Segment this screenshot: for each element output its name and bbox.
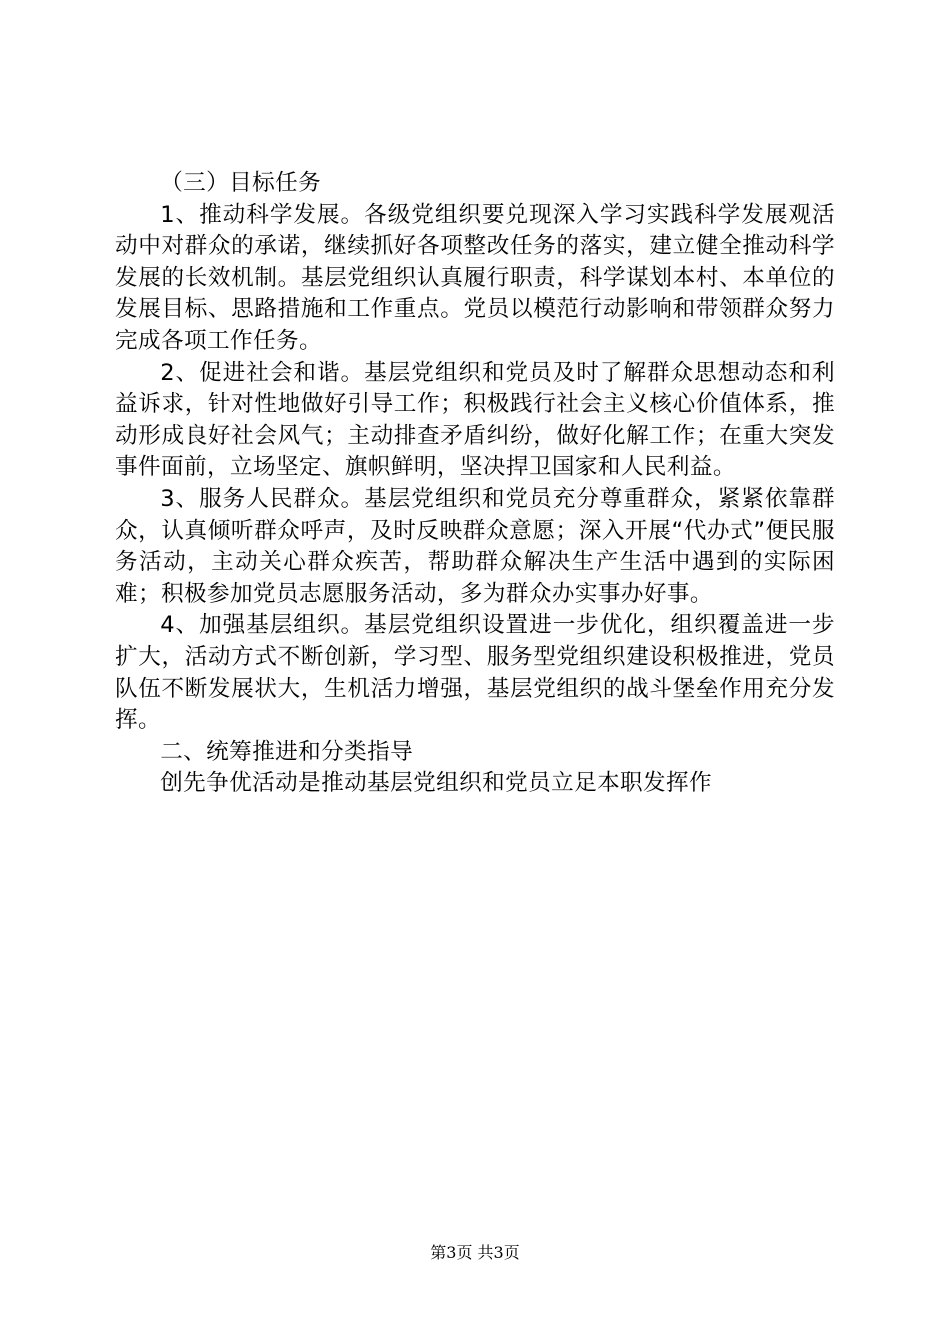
paragraph-activity-intro: 创先争优活动是推动基层党组织和党员立足本职发挥作 — [160, 770, 713, 797]
section-heading-goals: （三）目标任务 — [160, 170, 322, 196]
paragraph-strengthen-organization: 4、加强基层组织。基层党组织设置进一步优化，组织覆盖进一步扩大，活动方式不断创新，学习型、服务型党组织建设积极推进，党员队伍不断发展状大，生机活力增强，基层党组织的战斗堡垒作用充分发挥。 — [115, 612, 835, 734]
document-body — [115, 168, 835, 800]
section-heading-coordination: 二、统筹推进和分类指导 — [160, 738, 414, 765]
paragraph-science-development: 1、推动科学发展。各级党组织要兑现深入学习实践科学发展观活动中对群众的承诺，继续抓好各项整改任务的落实，建立健全推动科学发展的长效机制。基层党组织认真履行职责，科学谋划本村、本单位的发展目标、思路措施和工作重点。党员以模范行动影响和带领群众努力完成各项工作任务。 — [115, 201, 835, 354]
paragraph-social-harmony: 2、促进社会和谐。基层党组织和党员及时了解群众思想动态和利益诉求，针对性地做好引导工作；积极践行社会主义核心价值体系，推动形成良好社会风气；主动排查矛盾纠纷，做好化解工作；在重大突发事件面前，立场坚定、旗帜鲜明，坚决捍卫国家和人民利益。 — [115, 359, 835, 481]
page-footer: 第3页 共3页 — [430, 1243, 520, 1262]
paragraph-serve-people: 3、服务人民群众。基层党组织和党员充分尊重群众，紧紧依靠群众，认真倾听群众呼声，及时反映群众意愿；深入开展“代办式”便民服务活动，主动关心群众疾苦，帮助群众解决生产生活中遇到的实际困难；积极参加党员志愿服务活动，多为群众办实事办好事。 — [115, 485, 835, 607]
